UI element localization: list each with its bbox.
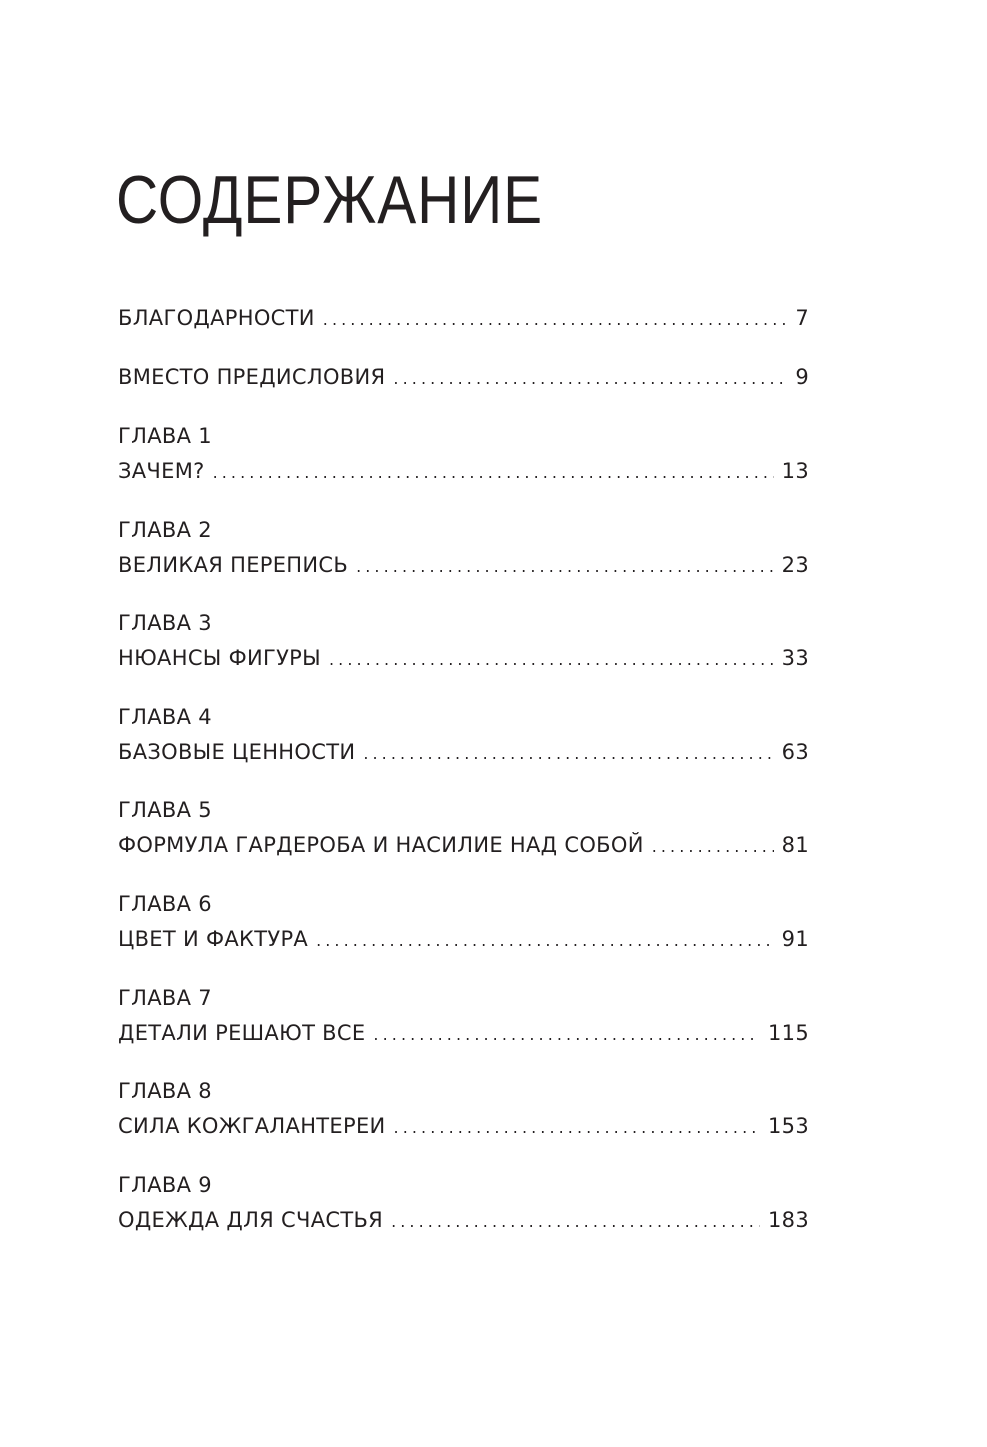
dot-leader	[393, 363, 787, 393]
toc-entry-title: БАЗОВЫЕ ЦЕННОСТИ	[118, 740, 356, 764]
toc-page-number: 183	[768, 1208, 809, 1232]
toc-line	[118, 1112, 809, 1142]
toc-page-number: 81	[781, 833, 809, 857]
toc-entry-title: НЮАНСЫ ФИГУРЫ	[118, 646, 321, 670]
toc-page-number: 63	[781, 740, 809, 764]
dot-leader	[394, 1112, 760, 1142]
chapter-label: ГЛАВА 1	[118, 424, 212, 448]
dot-leader	[213, 457, 774, 487]
chapter-label: ГЛАВА 6	[118, 892, 212, 916]
chapter-label: ГЛАВА 8	[118, 1079, 212, 1103]
toc-line	[118, 644, 809, 674]
toc-entry-chapter-1[interactable]	[118, 422, 809, 487]
toc-entry-chapter-7[interactable]	[118, 984, 809, 1049]
toc-page-number: 91	[781, 927, 809, 951]
toc-entry-title: ЦВЕТ И ФАКТУРА	[118, 927, 309, 951]
toc-entry-chapter-4[interactable]	[118, 703, 809, 768]
chapter-label: ГЛАВА 5	[118, 798, 212, 822]
chapter-label: ГЛАВА 7	[118, 986, 212, 1010]
toc-line	[118, 925, 809, 955]
toc-entry-chapter-2[interactable]	[118, 516, 809, 581]
toc-page-number: 23	[781, 553, 809, 577]
toc-line	[118, 551, 809, 581]
dot-leader	[329, 644, 774, 674]
toc-line	[118, 1019, 809, 1049]
chapter-label: ГЛАВА 3	[118, 611, 212, 635]
toc-page-number: 115	[768, 1021, 809, 1045]
toc-line	[118, 304, 809, 334]
toc-entry-title: ОДЕЖДА ДЛЯ СЧАСТЬЯ	[118, 1208, 384, 1232]
dot-leader	[373, 1019, 760, 1049]
toc-entry-title: СИЛА КОЖГАЛАНТЕРЕИ	[118, 1114, 386, 1138]
toc-page-number: 33	[781, 646, 809, 670]
toc-page-number: 9	[795, 365, 809, 389]
dot-leader	[391, 1206, 760, 1236]
dot-leader	[323, 304, 788, 334]
toc-line	[118, 1206, 809, 1236]
toc-line	[118, 457, 809, 487]
toc-line	[118, 738, 809, 768]
toc-entry-chapter-9[interactable]	[118, 1171, 809, 1236]
toc-page-number: 7	[795, 306, 809, 330]
toc-entry-acknowledgements[interactable]	[118, 304, 809, 334]
toc-page-number: 13	[781, 459, 809, 483]
toc-entry-title: ФОРМУЛА ГАРДЕРОБА И НАСИЛИЕ НАД СОБОЙ	[118, 833, 644, 857]
toc-entry-chapter-3[interactable]	[118, 609, 809, 674]
toc-entry-title: ДЕТАЛИ РЕШАЮТ ВСЕ	[118, 1021, 366, 1045]
toc-entry-chapter-5[interactable]	[118, 796, 809, 861]
toc-entry-title: ВЕЛИКАЯ ПЕРЕПИСЬ	[118, 553, 349, 577]
dot-leader	[652, 831, 774, 861]
toc-entry-chapter-6[interactable]	[118, 890, 809, 955]
toc-entry-foreword[interactable]	[118, 363, 809, 393]
dot-leader	[363, 738, 773, 768]
dot-leader	[316, 925, 774, 955]
toc-entry-chapter-8[interactable]	[118, 1077, 809, 1142]
page-title: СОДЕРЖАНИЕ	[116, 162, 543, 238]
toc-line	[118, 831, 809, 861]
toc-page-number: 153	[768, 1114, 809, 1138]
toc-line	[118, 363, 809, 393]
chapter-label: ГЛАВА 2	[118, 518, 212, 542]
chapter-label: ГЛАВА 4	[118, 705, 212, 729]
toc-entry-title: ВМЕСТО ПРЕДИСЛОВИЯ	[118, 365, 386, 389]
toc-entry-title: БЛАГОДАРНОСТИ	[118, 306, 315, 330]
chapter-label: ГЛАВА 9	[118, 1173, 212, 1197]
toc-entry-title: ЗАЧЕМ?	[118, 459, 205, 483]
dot-leader	[356, 551, 774, 581]
